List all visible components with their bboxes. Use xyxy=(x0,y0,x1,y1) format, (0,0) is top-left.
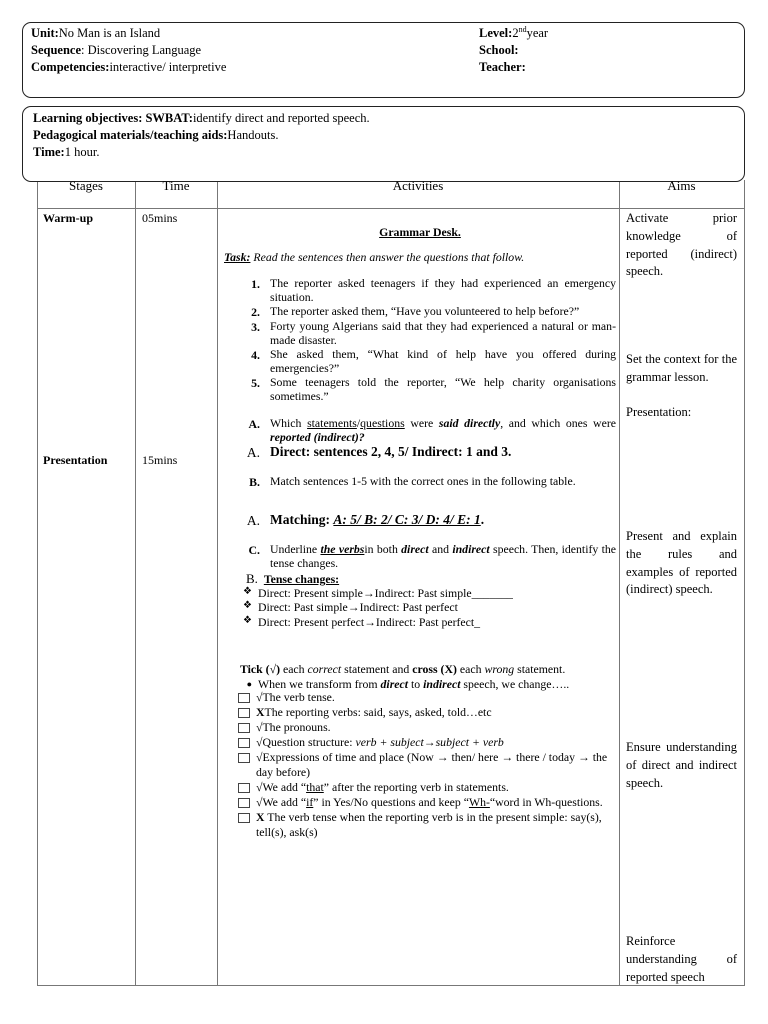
grammar-desk-title xyxy=(224,225,616,239)
level-label: Level: xyxy=(479,26,513,40)
checklist-item: XThe reporting verbs: said, says, asked, told…etc xyxy=(222,705,614,720)
list-item: ❖ Direct: Past simple → Indirect: Past perfect xyxy=(240,600,620,614)
teaching-aids xyxy=(33,128,734,145)
learning-objectives-value: identify direct and reported speech. xyxy=(192,111,370,125)
task-label: Task: xyxy=(224,250,251,264)
checkbox-icon xyxy=(238,708,250,718)
sequence-label: Sequence xyxy=(31,43,81,57)
transform-bullet: ● When we transform from direct to indirect speech, we change….. xyxy=(240,677,620,691)
level-num: 2 xyxy=(512,26,519,40)
header-activities: Activities xyxy=(392,178,444,193)
tense-changes-list xyxy=(240,586,620,629)
table-border-left xyxy=(37,180,38,986)
aim-context: Set the context for the grammar lesson. xyxy=(626,352,737,384)
sequence-value: : Discovering Language xyxy=(81,43,202,57)
list-item: 5. Some teenagers told the reporter, “We help charity organisations sometimes.” xyxy=(251,375,616,403)
teaching-aids-label: Pedagogical materials/teaching aids: xyxy=(33,128,228,142)
aim-activate: Activate prior knowledge of reported (indirect) speech. xyxy=(626,211,737,279)
lesson-time-label: Time: xyxy=(33,145,65,159)
table-divider-time-activities xyxy=(217,180,218,986)
checkbox-icon xyxy=(238,753,250,763)
checkbox-icon xyxy=(238,813,250,823)
aim-present-explain: Present and explain the rules and examples of reported (indirect) speech. xyxy=(626,529,737,597)
unit-label: Unit: xyxy=(31,26,59,40)
table-header-divider xyxy=(37,208,744,209)
aim-ensure: Ensure understanding of direct and indirect speech. xyxy=(626,740,737,790)
checklist-item: √We add “if” in Yes/No questions and keep “Wh-“word in Wh-questions. xyxy=(222,795,614,810)
right-arrow-icon: → xyxy=(423,735,436,749)
grammar-desk-title-text: Grammar Desk. xyxy=(379,225,461,239)
stage-warm-up: Warm-up xyxy=(43,211,94,225)
table-border-right xyxy=(744,180,745,986)
sentence-list xyxy=(224,277,616,404)
table-divider-stage-time xyxy=(135,180,136,986)
diamond-bullet-icon: ❖ xyxy=(243,586,252,597)
aim-reinforce: Reinforce understanding of reported speech xyxy=(626,934,737,984)
tick-instruction: Tick (√) each correct statement and cross (X) each wrong statement. xyxy=(240,662,566,676)
unit-value: No Man is an Island xyxy=(58,26,161,40)
checklist-item: √The verb tense. xyxy=(222,690,614,705)
learning-objectives-label: Learning objectives: SWBAT: xyxy=(33,111,193,125)
task-text: Read the sentences then answer the questions that follow. xyxy=(250,250,525,264)
question-a: A. Which statements/questions were said directly, and which ones were reported (indirect)? xyxy=(248,416,616,444)
bullet-dot-icon: ● xyxy=(246,679,252,689)
checklist-item: √We add “that” after the reporting verb in statements. xyxy=(222,780,614,795)
question-c: C. Underline the verbsin both direct and indirect speech. Then, identify the tense changes. xyxy=(248,542,617,570)
checkbox-icon xyxy=(238,783,250,793)
list-item: 2. The reporter asked them, “Have you volunteered to help before?” xyxy=(251,304,580,319)
level-rest: year xyxy=(526,26,549,40)
checklist-item: √Expressions of time and place (Now → then/ here → there / today → the day before) xyxy=(222,750,614,780)
checkbox-icon xyxy=(238,723,250,733)
checkbox-icon xyxy=(238,798,250,808)
header-aims: Aims xyxy=(667,178,696,193)
diamond-bullet-icon: ❖ xyxy=(243,600,252,612)
header-row-3 xyxy=(31,60,736,77)
header-stages: Stages xyxy=(69,178,103,193)
list-item: ❖ Direct: Present simple → Indirect: Past simple_______ xyxy=(240,586,620,600)
right-arrow-icon: → xyxy=(347,600,360,615)
right-arrow-icon: → xyxy=(362,586,375,600)
checklist-item: √The pronouns. xyxy=(222,720,614,735)
right-arrow-icon: → xyxy=(436,750,449,764)
list-item: ❖ Direct: Present perfect → Indirect: Past perfect_ xyxy=(240,615,620,629)
competencies-value: interactive/ interpretive xyxy=(109,60,227,74)
right-arrow-icon: → xyxy=(577,750,590,764)
school-label: School: xyxy=(479,43,519,57)
competencies-label: Competencies: xyxy=(31,60,110,74)
aim-presentation: Presentation: xyxy=(626,405,692,419)
objectives-box xyxy=(22,106,745,182)
list-item: 3. Forty young Algerians said that they had experienced a natural or man-made disaster. xyxy=(251,319,616,347)
checklist-item: X The verb tense when the reporting verb is in the present simple: say(s), tell(s), ask(s) xyxy=(222,810,614,840)
lesson-header-box xyxy=(22,22,745,98)
header-time: Time xyxy=(162,178,190,193)
list-item: 4. She asked them, “What kind of help have you offered during emergencies?” xyxy=(251,347,616,375)
checklist xyxy=(222,690,614,840)
time-presentation: 15mins xyxy=(142,453,178,467)
teaching-aids-value: Handouts. xyxy=(227,128,279,142)
list-item: 1. The reporter asked teenagers if they had experienced an emergency situation. xyxy=(251,276,616,304)
checkbox-icon xyxy=(238,693,250,703)
learning-objectives xyxy=(33,111,734,128)
lesson-time-value: 1 hour. xyxy=(64,145,100,159)
level-sup: nd xyxy=(518,24,527,34)
answer-a: A. Direct: sentences 2, 4, 5/ Indirect: 1 and 3. xyxy=(246,444,512,460)
lesson-time xyxy=(33,145,734,162)
right-arrow-icon: → xyxy=(364,614,376,629)
teacher-label: Teacher: xyxy=(479,60,526,74)
header-row-2 xyxy=(31,43,736,60)
task-instruction xyxy=(224,250,616,264)
checklist-item: √Question structure: verb + subject→subject + verb xyxy=(222,735,614,750)
header-row-1 xyxy=(31,26,736,43)
time-warm-up: 05mins xyxy=(142,211,178,225)
stage-presentation: Presentation xyxy=(43,453,108,467)
right-arrow-icon: → xyxy=(501,750,514,764)
answer-b: A. Matching: A: 5/ B: 2/ C: 3/ D: 4/ E: 1. xyxy=(246,512,485,528)
question-b: B. Match sentences 1-5 with the correct ones in the following table. xyxy=(249,474,576,489)
checkbox-icon xyxy=(238,738,250,748)
diamond-bullet-icon: ❖ xyxy=(243,614,252,626)
tense-changes-heading: B. Tense changes: xyxy=(246,571,340,586)
